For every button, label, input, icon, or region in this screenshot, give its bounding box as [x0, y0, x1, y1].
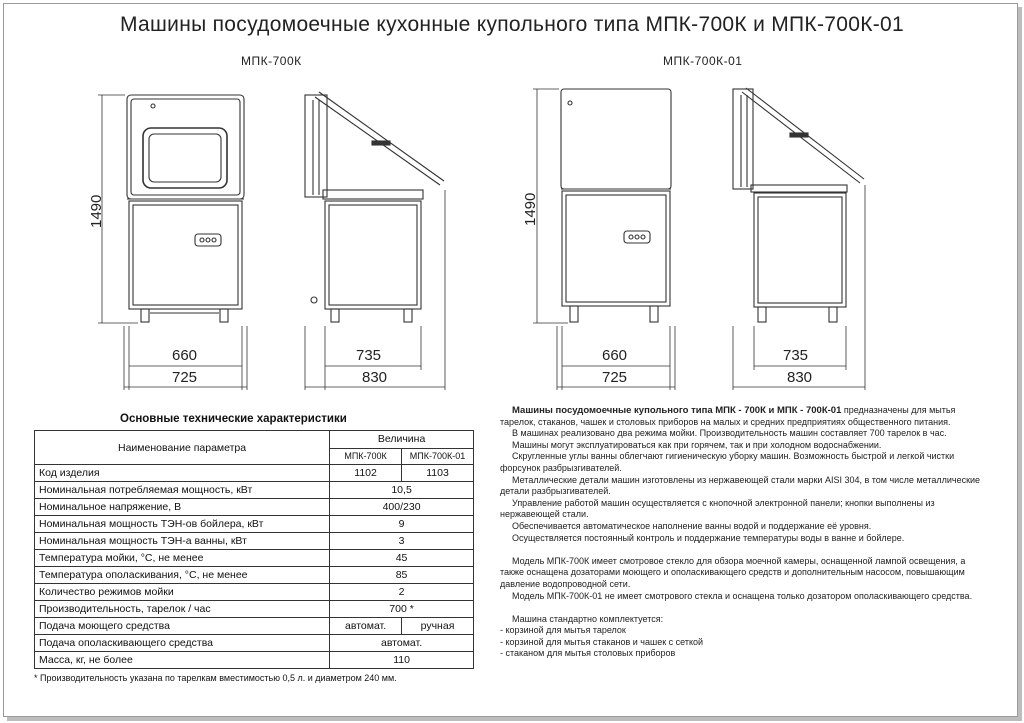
table-row: [35, 550, 474, 567]
description-paragraph: Модель МПК-700К имеет смотровое стекло для обзора моечной камеры, оснащенной лампой освещения, а также оснащена дозаторами моющего и ополаскивающего средств и дополнительным насосом, повышающим давление водопроводной сети.: [500, 555, 966, 589]
spec-name: Номинальная мощность ТЭН-ов бойлера, кВт: [35, 516, 330, 533]
dim-front-outer-right: 725: [602, 369, 628, 386]
description-paragraph: Управление работой машин осуществляется с кнопочной электронной панели; кнопки выполнены из нержавеющей стали.: [500, 497, 935, 520]
list-item: - стаканом для мытья столовых приборов: [500, 648, 676, 659]
description-block: [500, 405, 990, 660]
description-paragraph: Осуществляется постоянный контроль и поддержание температуры воды в ванне и бойлере.: [512, 532, 905, 543]
spec-value: 2: [330, 584, 474, 601]
model-label-right: МПК-700К-01: [663, 54, 743, 68]
table-row: [35, 465, 474, 482]
description-lead: [500, 405, 990, 428]
description-paragraph: Скругленные углы ванны облегчают гигиеническую уборку машин. Возможность быстрой и легкой чистки форсунок разбрызгивателей.: [500, 451, 955, 473]
spec-value: 85: [330, 567, 474, 584]
dim-front-outer-left: 725: [172, 369, 198, 386]
spec-value: 45: [330, 550, 474, 567]
dim-side-outer-right: 830: [787, 369, 813, 386]
spec-value: 10,5: [330, 482, 474, 499]
spec-value: 400/230: [330, 499, 474, 516]
table-row: [35, 499, 474, 516]
dim-height-right: 1490: [522, 192, 539, 226]
description-paragraph: В машинах реализовано два режима мойки. Производительность машин составляет 700 тарелок в час.: [512, 428, 947, 439]
table-row: [35, 601, 474, 618]
spec-name: Подача моющего средства: [35, 618, 330, 635]
spec-name: Номинальное напряжение, В: [35, 499, 330, 516]
spec-value: 700 *: [330, 601, 474, 618]
side-view-mpk700k01: [733, 88, 864, 322]
spec-footnote: * Производительность указана по тарелкам вместимостью 0,5 л. и диаметром 240 мм.: [34, 673, 397, 683]
spec-value: ручная: [402, 618, 474, 635]
table-row: [35, 584, 474, 601]
page-title: Машины посудомоечные кухонные купольного типа МПК-700К и МПК-700К-01: [120, 13, 904, 36]
spec-header-value: Величина: [330, 431, 474, 449]
front-view-mpk700k: [127, 95, 244, 322]
dim-front-inner-right: 660: [602, 347, 628, 364]
spec-table: [34, 430, 474, 669]
spec-caption: Основные технические характеристики: [120, 413, 347, 425]
spec-value: автомат.: [330, 618, 402, 635]
spec-value: автомат.: [330, 635, 474, 652]
spec-name: Номинальная потребляемая мощность, кВт: [35, 482, 330, 499]
spec-header-param: Наименование параметра: [35, 431, 330, 465]
dim-side-outer-left: 830: [362, 369, 388, 386]
spec-name: Температура мойки, °С, не менее: [35, 550, 330, 567]
spec-name: Температура ополаскивания, °С, не менее: [35, 567, 330, 584]
table-row: [35, 618, 474, 635]
dim-height-left: 1490: [88, 194, 105, 228]
list-item: - корзиной для мытья тарелок: [500, 625, 626, 636]
table-row: [35, 567, 474, 584]
side-view-mpk700k: [305, 92, 444, 322]
spec-name: Номинальная мощность ТЭН-а ванны, кВт: [35, 533, 330, 550]
dim-side-inner-left: 735: [356, 347, 382, 364]
model-label-left: МПК-700К: [241, 54, 302, 68]
table-row: [35, 652, 474, 669]
dim-front-inner-left: 660: [172, 347, 198, 364]
spec-value: 1102: [330, 465, 402, 482]
spec-subheader: МПК-700К-01: [402, 448, 474, 465]
spec-name: Количество режимов мойки: [35, 584, 330, 601]
table-row: [35, 635, 474, 652]
spec-name: Подача ополаскивающего средства: [35, 635, 330, 652]
description-lead-bold: Машины посудомоечные купольного типа МПК - 700К и МПК - 700К-01: [512, 405, 842, 416]
description-paragraph: Машины могут эксплуатироваться как при горячем, так и при холодном водоснабжении.: [512, 439, 882, 450]
spec-name: Код изделия: [35, 465, 330, 482]
spec-value: 110: [330, 652, 474, 669]
spec-subheader: МПК-700К: [330, 448, 402, 465]
spec-name: Масса, кг, не более: [35, 652, 330, 669]
table-row: [35, 482, 474, 499]
description-paragraph: Металлические детали машин изготовлены из нержавеющей стали марки AISI 304, в том числе металлические детали разбрызгивателей.: [500, 474, 981, 497]
table-row: [35, 516, 474, 533]
table-row: [35, 533, 474, 550]
spec-value: 3: [330, 533, 474, 550]
spec-value: 1103: [402, 465, 474, 482]
description-paragraph: Обеспечивается автоматическое наполнение ванны водой и поддержание её уровня.: [512, 520, 872, 531]
front-view-mpk700k01: [561, 89, 671, 322]
description-lead-text: предназначены для мытья тарелок, стаканов, чашек и столовых приборов на малых и средних предприятиях общественного питания.: [500, 405, 956, 427]
description-paragraph: Модель МПК-700К-01 не имеет смотрового стекла и оснащена только дозатором ополаскивающего средства.: [512, 590, 973, 601]
dim-side-inner-right: 735: [783, 347, 809, 364]
description-paragraph: Машина стандартно комплектуется:: [512, 613, 664, 624]
spec-name: Производительность, тарелок / час: [35, 601, 330, 618]
spec-value: 9: [330, 516, 474, 533]
list-item: - корзиной для мытья стаканов и чашек с сеткой: [500, 636, 704, 647]
